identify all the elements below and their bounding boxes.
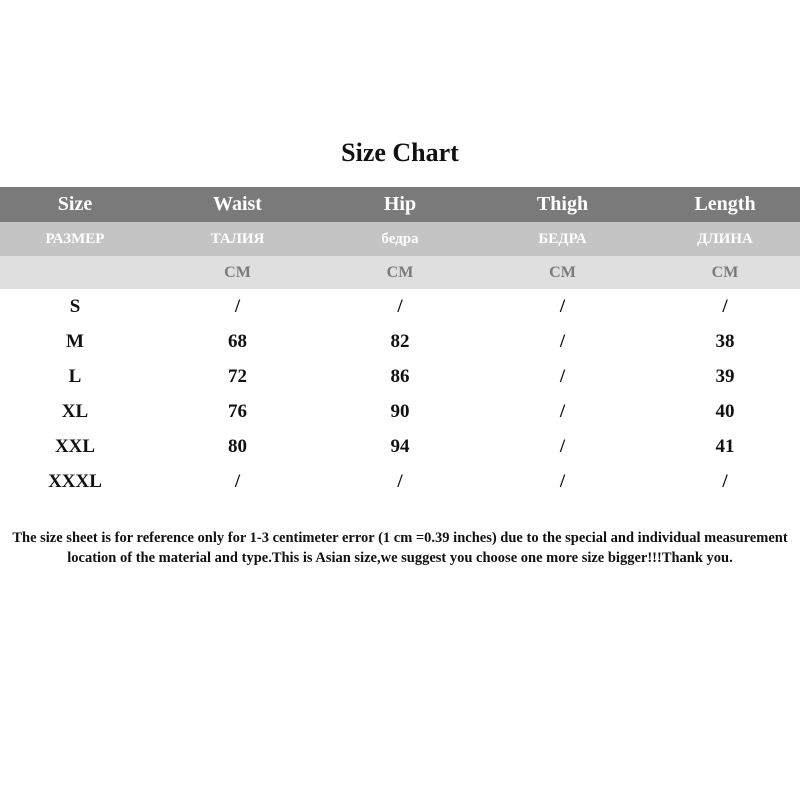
- table-row: [0, 359, 800, 394]
- hip-cell: /: [397, 470, 403, 492]
- hip-cell: 82: [390, 330, 410, 352]
- header-ru-length: ДЛИНА: [697, 230, 753, 247]
- thigh-cell: /: [559, 435, 566, 457]
- table-row: [0, 289, 800, 324]
- size-cell: XL: [61, 400, 89, 422]
- size-cell: XXL: [54, 435, 96, 457]
- thigh-cell: /: [559, 400, 566, 422]
- unit-row: [0, 256, 800, 289]
- length-cell: /: [722, 470, 728, 492]
- unit-size: [0, 256, 150, 289]
- size-cell: L: [68, 365, 82, 387]
- size-cell: M: [66, 330, 84, 352]
- header-ru-hip: бедра: [381, 230, 419, 247]
- header-row-russian: [0, 222, 800, 256]
- size-table: [0, 187, 800, 499]
- hip-cell: 86: [390, 365, 410, 387]
- unit-length: CM: [711, 263, 739, 281]
- length-cell: 40: [715, 400, 735, 422]
- length-cell: 39: [715, 365, 735, 387]
- thigh-cell: /: [559, 295, 566, 317]
- waist-cell: 68: [228, 330, 247, 352]
- hip-cell: /: [397, 295, 403, 317]
- waist-cell: /: [234, 295, 241, 317]
- header-ru-size: РАЗМЕР: [45, 230, 105, 247]
- table-row: [0, 429, 800, 464]
- waist-cell: 72: [228, 365, 247, 387]
- header-ru-waist: ТАЛИЯ: [210, 230, 265, 247]
- size-cell: S: [69, 295, 81, 317]
- hip-cell: 94: [390, 435, 410, 457]
- unit-hip: CM: [386, 263, 414, 281]
- hip-cell: 90: [390, 400, 410, 422]
- table-row: [0, 324, 800, 359]
- header-hip: Hip: [383, 193, 417, 215]
- waist-cell: /: [234, 470, 241, 492]
- length-cell: /: [722, 295, 728, 317]
- table-row: [0, 394, 800, 429]
- header-row: [0, 187, 800, 222]
- length-cell: 41: [715, 435, 735, 457]
- length-cell: 38: [715, 330, 735, 352]
- page-title: Size Chart: [341, 138, 459, 167]
- thigh-cell: /: [559, 365, 566, 387]
- waist-cell: 76: [228, 400, 247, 422]
- header-size: Size: [57, 193, 93, 215]
- size-note: The size sheet is for reference only for 1-3 centimeter error (1 cm =0.39 inches) due to the special and individual measurement location of the material and type.This is Asian size,we suggest you choose one more size bigger!!!Thank you.: [12, 530, 788, 566]
- header-thigh: Thigh: [536, 193, 589, 215]
- waist-cell: 80: [228, 435, 247, 457]
- unit-waist: CM: [224, 263, 251, 281]
- size-cell: XXXL: [48, 470, 102, 492]
- thigh-cell: /: [559, 330, 566, 352]
- table-row: [0, 464, 800, 499]
- header-length: Length: [694, 193, 756, 215]
- thigh-cell: /: [559, 470, 566, 492]
- unit-thigh: CM: [549, 263, 576, 281]
- header-ru-thigh: БЕДРА: [538, 230, 587, 247]
- header-waist: Waist: [213, 193, 262, 215]
